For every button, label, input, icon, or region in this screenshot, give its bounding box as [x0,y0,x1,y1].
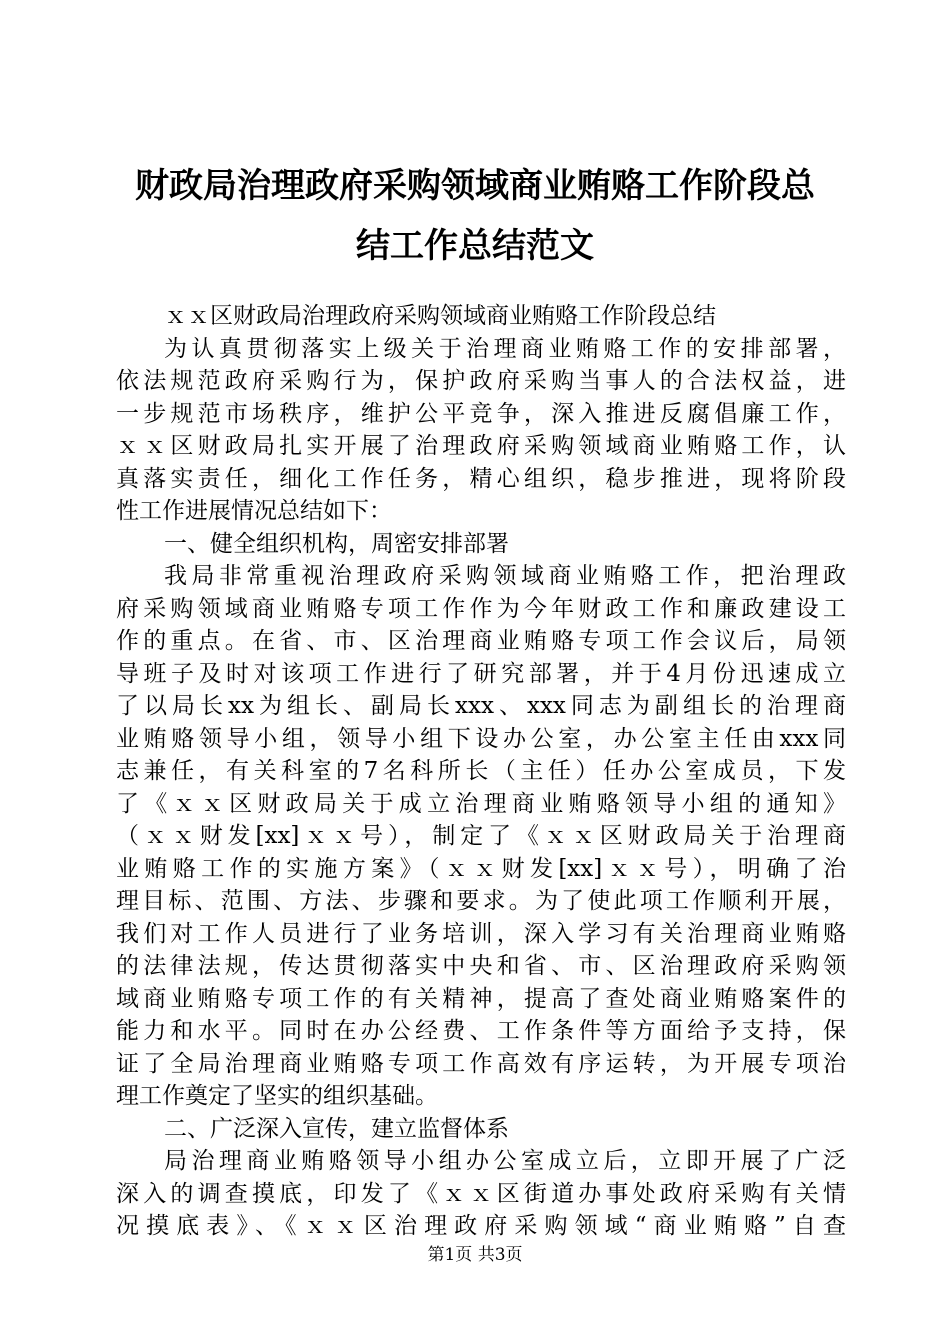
document-title-line-2: 结工作总结范文 [356,226,594,266]
body-line: 志兼任，有关科室的7名科所长（主任）任办公室成员，下发 [116,758,846,784]
body-line: 业贿赂工作的实施方案》（ｘｘ财发[xx]ｘｘ号），明确了治 [116,855,846,882]
body-line: 能力和水平。同时在办公经费、工作条件等方面给予支持，保 [116,1018,846,1044]
body-line: 府采购领域商业贿赂专项工作作为今年财政工作和廉政建设工 [116,595,846,622]
section-heading-1: 一、健全组织机构，周密安排部署 [164,530,509,557]
body-line: 理工作奠定了坚实的组织基础。 [116,1083,438,1109]
document-title-line-1: 财政局治理政府采购领域商业贿赂工作阶段总 [135,166,815,206]
subtitle-line: ｘｘ区财政局治理政府采购领域商业贿赂工作阶段总结 [164,303,716,329]
body-line: 了《ｘｘ区财政局关于成立治理商业贿赂领导小组的通知》 [116,790,846,817]
body-line: 业贿赂领导小组，领导小组下设办公室，办公室主任由xxx同 [116,725,846,752]
body-line: 了以局长xx为组长、副局长xxx、xxx同志为副组长的治理商 [116,693,846,719]
body-line: ｘｘ区财政局扎实开展了治理政府采购领域商业贿赂工作，认 [116,433,846,459]
body-line: 深入的调查摸底，印发了《ｘｘ区街道办事处政府采购有关情 [116,1180,846,1207]
body-line: 一步规范市场秩序，维护公平竞争，深入推进反腐倡廉工作， [116,400,846,427]
body-line: 依法规范政府采购行为，保护政府采购当事人的合法权益，进 [116,368,846,394]
page-footer: 第1页 共3页 [427,1245,523,1265]
body-line: 域商业贿赂专项工作的有关精神，提高了查处商业贿赂案件的 [116,985,846,1012]
body-line: 为认真贯彻落实上级关于治理商业贿赂工作的安排部署， [164,335,846,362]
body-line: 性工作进展情况总结如下： [116,498,392,524]
section-heading-2: 二、广泛深入宣传，建立监督体系 [164,1115,509,1142]
body-line: 况摸底表》、《ｘｘ区治理政府采购领域“商业贿赂”自查 [116,1213,846,1239]
body-line: 作的重点。在省、市、区治理商业贿赂专项工作会议后，局领 [116,628,846,654]
body-line: 我们对工作人员进行了业务培训，深入学习有关治理商业贿赂 [116,920,846,947]
body-line: 真落实责任，细化工作任务，精心组织，稳步推进，现将阶段 [116,465,846,492]
body-line: 理目标、范围、方法、步骤和要求。为了使此项工作顺利开展， [116,888,846,914]
body-line: 证了全局治理商业贿赂专项工作高效有序运转，为开展专项治 [116,1050,846,1077]
document-body [116,300,846,1243]
body-line: 导班子及时对该项工作进行了研究部署，并于4月份迅速成立 [116,660,846,687]
body-line: 局治理商业贿赂领导小组办公室成立后，立即开展了广泛 [164,1148,846,1174]
body-line: 我局非常重视治理政府采购领域商业贿赂工作，把治理政 [164,563,846,589]
body-line: （ｘｘ财发[xx]ｘｘ号），制定了《ｘｘ区财政局关于治理商 [116,823,846,849]
body-line: 的法律法规，传达贯彻落实中央和省、市、区治理政府采购领 [116,953,846,979]
